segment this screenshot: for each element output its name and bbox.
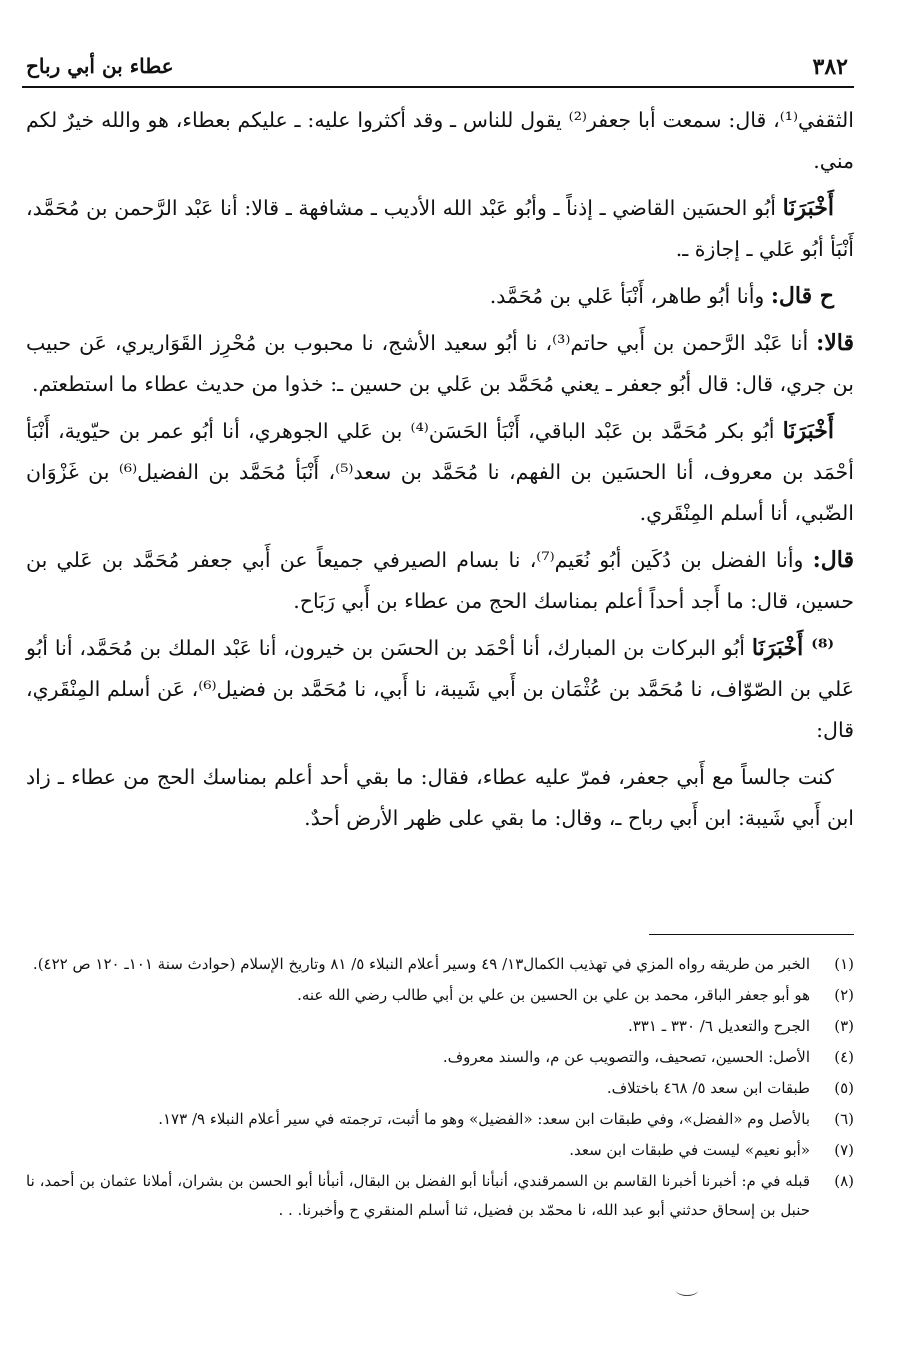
page-number: ٣٨٢: [812, 54, 848, 80]
footnote-1: [26, 950, 854, 979]
paragraph-1: [26, 100, 854, 182]
footnote-number: (٧): [834, 1141, 854, 1159]
paragraph-2: [26, 188, 854, 270]
end-ornament: [676, 1285, 698, 1296]
paragraph-lead: ⁽⁸⁾ أَخْبَرَنَا: [751, 635, 835, 661]
footnote-7: [26, 1136, 854, 1165]
paragraph-6: [26, 540, 854, 622]
paragraph-lead: قالا:: [816, 330, 854, 356]
paragraph-8: [26, 757, 854, 839]
paragraph-text: الثقفي⁽¹⁾، قال: سمعت أبا جعفر⁽²⁾ يقول للناس ـ وقد أكثروا عليه: ـ عليكم بعطاء، هو والله خيرٌ لكم مني.: [26, 108, 854, 173]
footnote-3: [26, 1012, 854, 1041]
footnote-text: «أبو نعيم» ليست في طبقات ابن سعد.: [569, 1141, 810, 1159]
paragraph-text: وأنا أبُو طاهر، أَنْبَأ عَلي بن مُحَمَّد.: [489, 284, 771, 308]
footnote-text: الأصل: الحسين، تصحيف، والتصويب عن م، والسند معروف.: [442, 1048, 810, 1066]
paragraph-4: [26, 323, 854, 405]
paragraph-lead: قال:: [812, 547, 854, 573]
footnote-5: [26, 1074, 854, 1103]
footnote-2: [26, 981, 854, 1010]
paragraph-text: وأنا الفضل بن دُكَين أبُو نُعَيم⁽⁷⁾، نا بسام الصيرفي جميعاً عن أَبي جعفر مُحَمَّد بن عَلي بن حسين، قال: ما أَجد أحداً أعلم بمناسك الحج من عطاء بن أَبي رَبَاح.: [26, 548, 854, 613]
footnote-number: (٢): [834, 986, 854, 1004]
paragraph-text: أبُو الحسَين القاضي ـ إذناً ـ وأبُو عَبْد الله الأديب ـ مشافهة ـ قالا: أنا عَبْد الرَّحمن بن مُحَمَّد، أَنْبَأ أبُو عَلي ـ إجازة ـ.: [26, 196, 854, 261]
paragraph-lead: ح قال:: [770, 283, 834, 309]
paragraph-text: أنا عَبْد الرَّحمن بن أَبي حاتم⁽³⁾، نا أبُو سعيد الأشج، نا محبوب بن مُحْرِز القَوَاريري، عَن حبيب بن جري، قال: قال أبُو جعفر ـ يعني مُحَمَّد بن عَلي بن حسين ـ: خذوا من حديث عطاء ما استطعتم.: [26, 331, 854, 396]
footnote-text: الجرح والتعديل ٦/ ٣٣٠ ـ ٣٣١.: [627, 1017, 810, 1035]
footnote-number: (٤): [834, 1048, 854, 1066]
footnote-number: (٨): [834, 1172, 854, 1190]
footnote-8: [26, 1167, 854, 1225]
footnote-number: (١): [834, 955, 854, 973]
footnote-4: [26, 1043, 854, 1072]
footnote-text: قبله في م: أخبرنا أخبرنا القاسم بن السمرقندي، أنبأنا أبو الفضل بن البقال، أنبأنا أبو الحسن بن بشران، أملانا عثمان بن أحمد، نا حنبل بن إسحاق حدثني أبو عبد الله، نا محمّد بن فضيل، ثنا أسلم المنقري ح وأخبرنا. . .: [26, 1172, 810, 1219]
page-header: [22, 52, 854, 88]
footnote-number: (٥): [834, 1079, 854, 1097]
paragraph-text: أبُو البركات بن المبارك، أنا أحْمَد بن الحسَن بن خيرون، أنا عَبْد الملك بن مُحَمَّد، أنا أبُو عَلي بن الصّوّاف، نا مُحَمَّد بن عُثْمَان بن أَبي شَيبة، نا أَبي، نا مُحَمَّد بن فضيل⁽⁶⁾، عَن أسلم المِنْقَري، قال:: [26, 636, 854, 742]
paragraph-text: كنت جالساً مع أَبي جعفر، فمرّ عليه عطاء، فقال: ما بقي أحد أعلم بمناسك الحج من عطاء ـ زاد ابن أَبي شَيبة: ابن أَبي رباح ـ، وقال: ما بقي على ظهر الأرض أحدٌ.: [26, 765, 854, 830]
paragraph-text: أبُو بكر مُحَمَّد بن عَبْد الباقي، أَنْبَأ الحَسَن⁽⁴⁾ بن عَلي الجوهري، أنا أبُو عمر بن حيّوية، أَنْبَأ أحْمَد بن معروف، أنا الحسَين بن الفهم، نا مُحَمَّد بن سعد⁽⁵⁾، أَنْبَأ مُحَمَّد بن الفضيل⁽⁶⁾ بن غَزْوَان الضّبي، أنا أسلم المِنْقَري.: [26, 419, 854, 525]
footnote-separator: [649, 934, 854, 935]
footnote-text: الخبر من طريقه رواه المزي في تهذيب الكمال١٣/ ٤٩ وسير أعلام النبلاء ٥/ ٨١ وتاريخ الإسلام (حوادث سنة ١٠١ـ ١٢٠ ص ٤٢٢).: [32, 955, 810, 973]
footnotes: [26, 950, 854, 1227]
footnote-text: بالأصل وم «الفضل»، وفي طبقات ابن سعد: «الفضيل» وهو ما أثبت، ترجمته في سير أعلام النبلاء ٩/ ١٧٣.: [158, 1110, 810, 1128]
footnote-text: طبقات ابن سعد ٥/ ٤٦٨ باختلاف.: [606, 1079, 810, 1097]
paragraph-lead: أَخْبَرَنَا: [782, 418, 834, 444]
main-text: [26, 100, 854, 845]
footnote-number: (٦): [834, 1110, 854, 1128]
paragraph-7: [26, 628, 854, 751]
running-title: عطاء بن أبي رباح: [26, 54, 174, 78]
paragraph-3: [26, 276, 854, 317]
footnote-number: (٣): [834, 1017, 854, 1035]
footnote-text: هو أبو جعفر الباقر، محمد بن علي بن الحسين بن علي بن أبي طالب رضي الله عنه.: [297, 986, 810, 1004]
footnote-6: [26, 1105, 854, 1134]
paragraph-lead: أَخْبَرَنَا: [782, 195, 834, 221]
paragraph-5: [26, 411, 854, 534]
